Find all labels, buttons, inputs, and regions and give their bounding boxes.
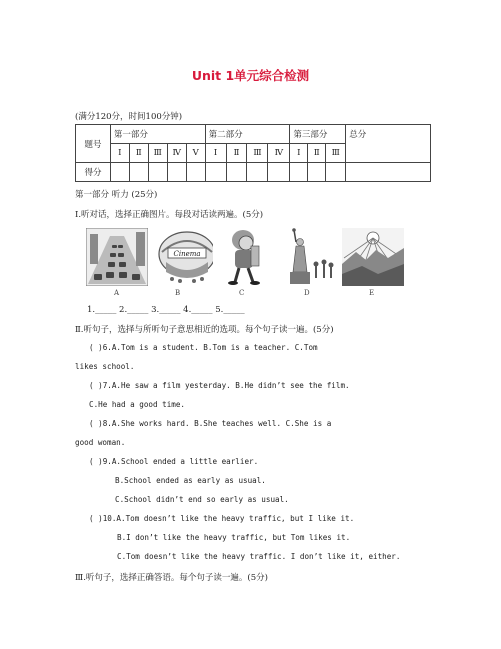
sub-header: Ⅳ [167,144,186,163]
sub-header: Ⅲ [148,144,167,163]
page-title: Unit 1单元综合检测 [191,68,310,83]
question-8-cont: good woman. [75,438,126,447]
sub-header: Ⅲ [247,144,268,163]
instruction: Ⅲ.听句子，选择正确答语。每个句子读一遍。(5分) [75,573,268,583]
question-7: ( )7.A.He saw a film yesterday. B.He didn’t see the film. [89,381,350,390]
question-9-option-b: B.School ended as early as usual. [115,476,266,485]
question-10: ( )10.A.Tom doesn’t like the heavy traffic, but I like it. [89,514,355,523]
score-table [75,124,431,182]
part-header: 第二部分 [205,125,290,144]
question-7-option-c: C.He had a good time. [89,400,186,409]
sub-header: Ⅳ [268,144,290,163]
sub-header: Ⅰ [290,144,308,163]
sub-header: Ⅱ [129,144,148,163]
picture-label-d: D [304,289,310,297]
answer-blanks: 1._____ 2._____ 3._____ 4._____ 5._____ [87,305,245,315]
traffic-jam-image [86,228,148,286]
picture-label-b: B [175,289,181,297]
instruction: Ⅰ.听对话，选择正确图片。每段对话读两遍。(5分) [75,210,264,220]
question-10-option-c: C.Tom doesn’t like the heavy traffic. I don’t like it, either. [117,552,401,561]
sub-header: Ⅰ [205,144,226,163]
question-9: ( )9.A.School ended a little earlier. [89,457,259,466]
row-label-score: 得分 [76,163,111,182]
sub-header: Ⅱ [308,144,326,163]
question-6: ( )6.A.Tom is a student. B.Tom is a teacher. C.Tom [89,343,318,352]
score-info: (满分120分，时间100分钟) [75,112,183,122]
total-header: 总分 [346,125,431,163]
question-9-option-c: C.School didn’t end so early as usual. [115,495,289,504]
sub-header: Ⅰ [110,144,129,163]
worker-cartoon-image [213,228,275,286]
cinema-image [156,228,218,286]
picture-label-c: C [239,289,245,297]
sub-header: Ⅴ [186,144,205,163]
sunrise-scene-image [342,228,404,286]
question-10-option-b: B.I don’t like the heavy traffic, but Tom likes it. [117,533,351,542]
sub-header: Ⅱ [226,144,247,163]
section-heading: 第一部分 听力 (25分) [75,190,158,200]
row-label-item: 题号 [76,125,111,163]
part-header: 第三部分 [290,125,346,144]
question-6-cont: likes school. [75,362,135,371]
cinema-sign-text: Cinema [173,250,201,258]
picture-label-a: A [114,289,120,297]
instruction: Ⅱ.听句子，选择与所听句子意思相近的选项。每个句子读一遍。(5分) [75,325,334,335]
question-8: ( )8.A.She works hard. B.She teaches well. C.She is a [89,419,332,428]
part-header: 第一部分 [110,125,205,144]
statue-of-liberty-image [276,228,338,286]
sub-header: Ⅲ [326,144,346,163]
picture-label-e: E [369,289,375,297]
